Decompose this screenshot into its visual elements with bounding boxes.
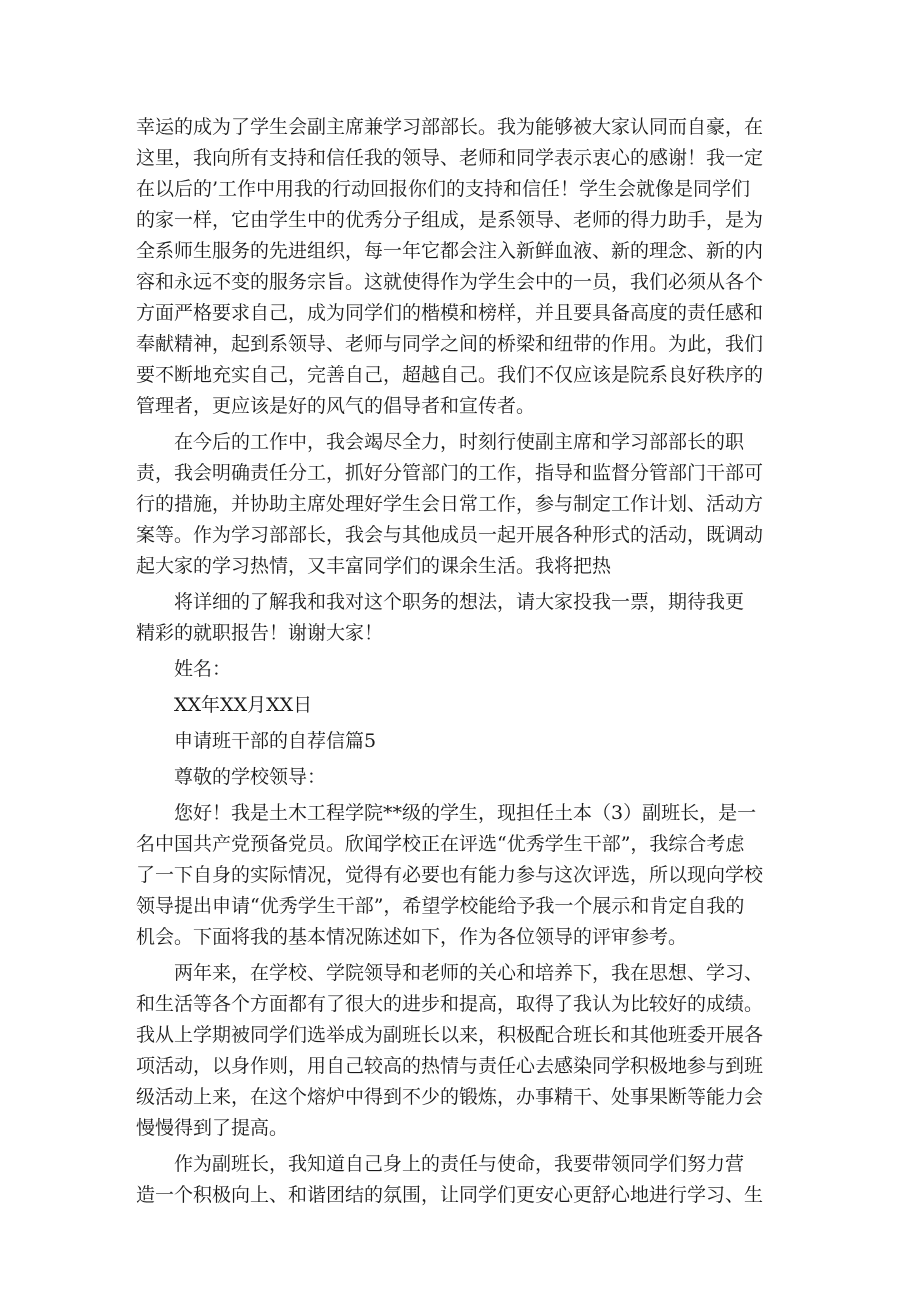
paragraph-2 xyxy=(136,427,796,582)
text-line: 起大家的学习热情，又丰富同学们的课余生活。我将把热 xyxy=(136,555,612,577)
text-line: XX年XX月XX日 xyxy=(174,694,313,716)
paragraph-1 xyxy=(136,112,796,422)
salutation xyxy=(136,762,796,793)
paragraph-6 xyxy=(136,1149,796,1211)
document-body xyxy=(136,112,796,1216)
text-line: 两年来，在学校、学院领导和老师的关心和培养下，我在思想、学习、 xyxy=(174,962,764,984)
text-line: 级活动上来，在这个熔炉中得到不少的锻炼，办事精干、处事果断等能力会 xyxy=(136,1086,764,1108)
text-line: 名中国共产党预备党员。欣闻学校正在评选“优秀学生干部”，我综合考虑 xyxy=(136,833,745,855)
text-line: 造一个积极向上、和谐团结的氛围，让同学们更安心更舒心地进行学习、生 xyxy=(136,1184,764,1206)
paragraph-5 xyxy=(136,958,796,1144)
text-line: 姓名： xyxy=(174,658,232,680)
paragraph-4 xyxy=(136,798,796,953)
text-line: 幸运的成为了学生会副主席兼学习部部长。我为能够被大家认同而自豪，在 xyxy=(136,116,764,138)
text-line: 将详细的了解我和我对这个职务的想法，请大家投我一票，期待我更 xyxy=(174,591,745,613)
paragraph-3 xyxy=(136,587,796,649)
text-line: 您好！我是土木工程学院**级的学生，现担任土本（3）副班长，是一 xyxy=(174,802,757,824)
text-line: 管理者，更应该是好的风气的倡导者和宣传者。 xyxy=(136,395,536,417)
text-line: 项活动，以身作则，用自己较高的热情与责任心去感染同学积极地参与到班 xyxy=(136,1055,764,1077)
text-line: 容和永远不变的服务宗旨。这就使得作为学生会中的一员，我们必须从各个 xyxy=(136,271,764,293)
text-line: 精彩的就职报告！谢谢大家！ xyxy=(136,622,384,644)
text-line: 了一下自身的实际情况，觉得有必要也有能力参与这次评选，所以现向学校 xyxy=(136,864,764,886)
text-line: 全系师生服务的先进组织，每一年它都会注入新鲜血液、新的理念、新的内 xyxy=(136,240,764,262)
text-line: 方面严格要求自己，成为同学们的楷模和榜样，并且要具备高度的责任感和 xyxy=(136,302,764,324)
name-field-line xyxy=(136,654,796,685)
text-line: 在以后的’工作中用我的行动回报你们的支持和信任！学生会就像是同学们 xyxy=(136,178,751,200)
section-heading xyxy=(136,726,796,757)
text-line: 机会。下面将我的基本情况陈述如下，作为各位领导的评审参考。 xyxy=(136,926,688,948)
text-line: 申请班干部的自荐信篇5 xyxy=(174,730,377,752)
text-line: 行的措施，并协助主席处理好学生会日常工作，参与制定工作计划、活动方 xyxy=(136,493,764,515)
text-line: 领导提出申请“优秀学生干部”，希望学校能给予我一个展示和肯定自我的 xyxy=(136,895,745,917)
text-line: 的家一样，它由学生中的优秀分子组成，是系领导、老师的得力助手，是为 xyxy=(136,209,764,231)
text-line: 这里，我向所有支持和信任我的领导、老师和同学表示衷心的感谢！我一定 xyxy=(136,147,764,169)
text-line: 尊敬的学校领导： xyxy=(174,766,327,788)
text-line: 我从上学期被同学们选举成为副班长以来，积极配合班长和其他班委开展各 xyxy=(136,1024,764,1046)
text-line: 作为副班长，我知道自己身上的责任与使命，我要带领同学们努力营 xyxy=(174,1153,745,1175)
text-line: 慢慢得到了提高。 xyxy=(136,1117,289,1139)
text-line: 和生活等各个方面都有了很大的进步和提高，取得了我认为比较好的成绩。 xyxy=(136,993,764,1015)
text-line: 责，我会明确责任分工，抓好分管部门的工作，指导和监督分管部门干部可 xyxy=(136,462,764,484)
text-line: 在今后的工作中，我会竭尽全力，时刻行使副主席和学习部部长的职 xyxy=(174,431,745,453)
text-line: 要不断地充实自己，完善自己，超越自己。我们不仅应该是院系良好秩序的 xyxy=(136,364,764,386)
text-line: 奉献精神，起到系领导、老师与同学之间的桥梁和纽带的作用。为此，我们 xyxy=(136,333,764,355)
date-line xyxy=(136,690,796,721)
text-line: 案等。作为学习部部长，我会与其他成员一起开展各种形式的活动，既调动 xyxy=(136,524,764,546)
